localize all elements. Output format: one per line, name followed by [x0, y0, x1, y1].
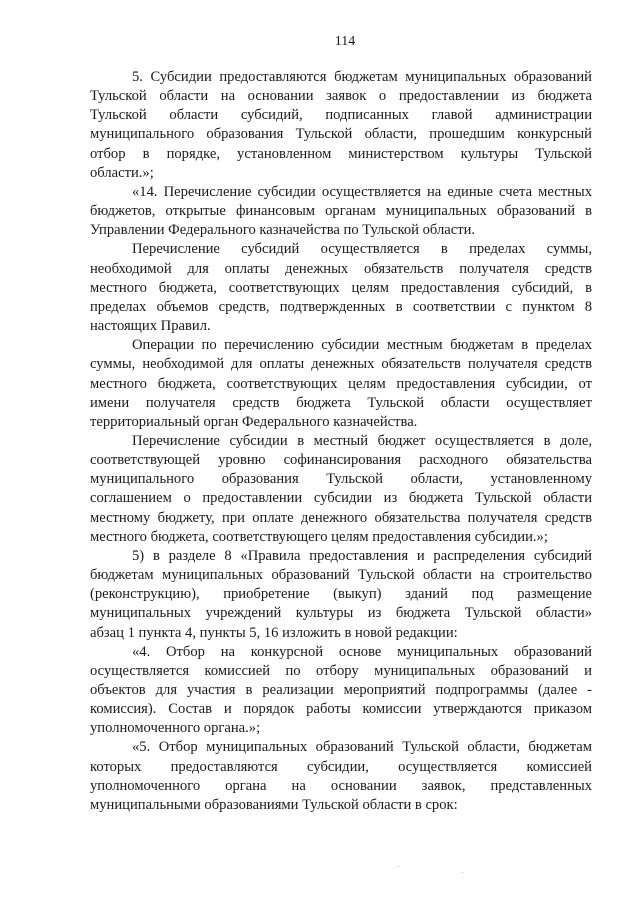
text-line: «5. Отбор муниципальных образований Тульской области, бюджетам [132, 739, 592, 756]
text-line: осуществляется комиссией по отбору муниципальных образований и [90, 662, 592, 679]
text-line: 5) в разделе 8 «Правила предоставления и распределения субсидий [132, 547, 592, 564]
text-line: Операции по перечислению субсидии местным бюджетам в пределах [132, 337, 592, 354]
scan-artifact [462, 872, 463, 873]
paragraph [90, 643, 592, 739]
text-line: территориальный орган Федерального казначейства. [90, 413, 418, 430]
text-line: бюджетов, открытые финансовым органам муниципальных образований в [90, 203, 592, 220]
paragraph [90, 240, 592, 336]
text-line: (реконструкцию), приобретение (выкуп) зданий под размещение [90, 586, 592, 603]
text-line: «14. Перечисление субсидии осуществляется на единые счета местных [132, 183, 592, 200]
text-line: Тульской области на основании заявок о предоставлении из бюджета [90, 88, 592, 105]
text-line: «4. Отбор на конкурсной основе муниципальных образований [132, 643, 592, 660]
text-line: уполномоченного органа.»; [90, 720, 261, 737]
text-line: суммы, необходимой для оплаты денежных обязательств получателя средств [90, 356, 592, 373]
paragraph [90, 432, 592, 547]
text-line: настоящих Правил. [90, 318, 211, 335]
text-line: муниципальными образованиями Тульской области в срок: [90, 796, 458, 813]
scan-artifact [398, 866, 399, 867]
text-line: муниципальных учреждений культуры из бюджета Тульской области» [90, 605, 592, 622]
text-line: объектов для участия в реализации мероприятий подпрограммы (далее - [90, 682, 592, 698]
text-line: пределах объемов средств, подтвержденных в соответствии с пунктом 8 [90, 298, 592, 315]
text-line: необходимой для оплаты денежных обязательств получателя средств [90, 260, 592, 277]
text-line: имени получателя средств бюджета Тульской области осуществляет [90, 394, 592, 411]
document-body [90, 68, 592, 815]
paragraph [90, 547, 592, 643]
text-line: уполномоченного органа на основании заявок, представленных [90, 777, 592, 794]
page-number: 114 [334, 34, 356, 49]
text-line: местному бюджету, при оплате денежного обязательства получателя средств [90, 509, 592, 526]
paragraph [90, 183, 592, 240]
text-line: местного бюджета, соответствующих целям предоставления субсидий, в [90, 279, 592, 296]
text-line: абзац 1 пункта 4, пункты 5, 16 изложить в новой редакции: [90, 624, 458, 641]
text-line: 5. Субсидии предоставляются бюджетам муниципальных образований [132, 69, 592, 85]
text-line: Управлении Федерального казначейства по Тульской области. [90, 222, 476, 239]
paragraph [90, 738, 592, 815]
text-line: Перечисление субсидии в местный бюджет осуществляется в доле, [132, 432, 592, 449]
paragraph [90, 336, 592, 432]
text-line: соответствующей уровню софинансирования расходного обязательства [90, 452, 592, 469]
text-line: бюджетам муниципальных образований Тульской области на строительство [90, 567, 592, 584]
text-line: комиссия). Состав и порядок работы комиссии утверждаются приказом [90, 701, 592, 718]
text-line: местного бюджета, соответствующего целям предоставления субсидии.»; [90, 528, 548, 545]
text-line: области.»; [90, 164, 154, 181]
text-line: соглашением о предоставлении субсидии из бюджета Тульской области [90, 490, 592, 507]
paragraph [90, 68, 592, 183]
text-line: Тульской области субсидий, подписанных главой администрации [90, 107, 592, 124]
text-line: муниципального образования Тульской области, прошедшим конкурсный [90, 126, 592, 143]
text-line: муниципального образования Тульской области, установленному [90, 471, 592, 488]
text-line: местного бюджета, соответствующих целям предоставления субсидии, от [90, 375, 592, 392]
text-line: отбор в порядке, установленном министерством культуры Тульской [90, 145, 592, 162]
text-line: Перечисление субсидий осуществляется в пределах суммы, [132, 241, 592, 258]
text-line: которых предоставляются субсидии, осуществляется комиссией [90, 758, 592, 775]
